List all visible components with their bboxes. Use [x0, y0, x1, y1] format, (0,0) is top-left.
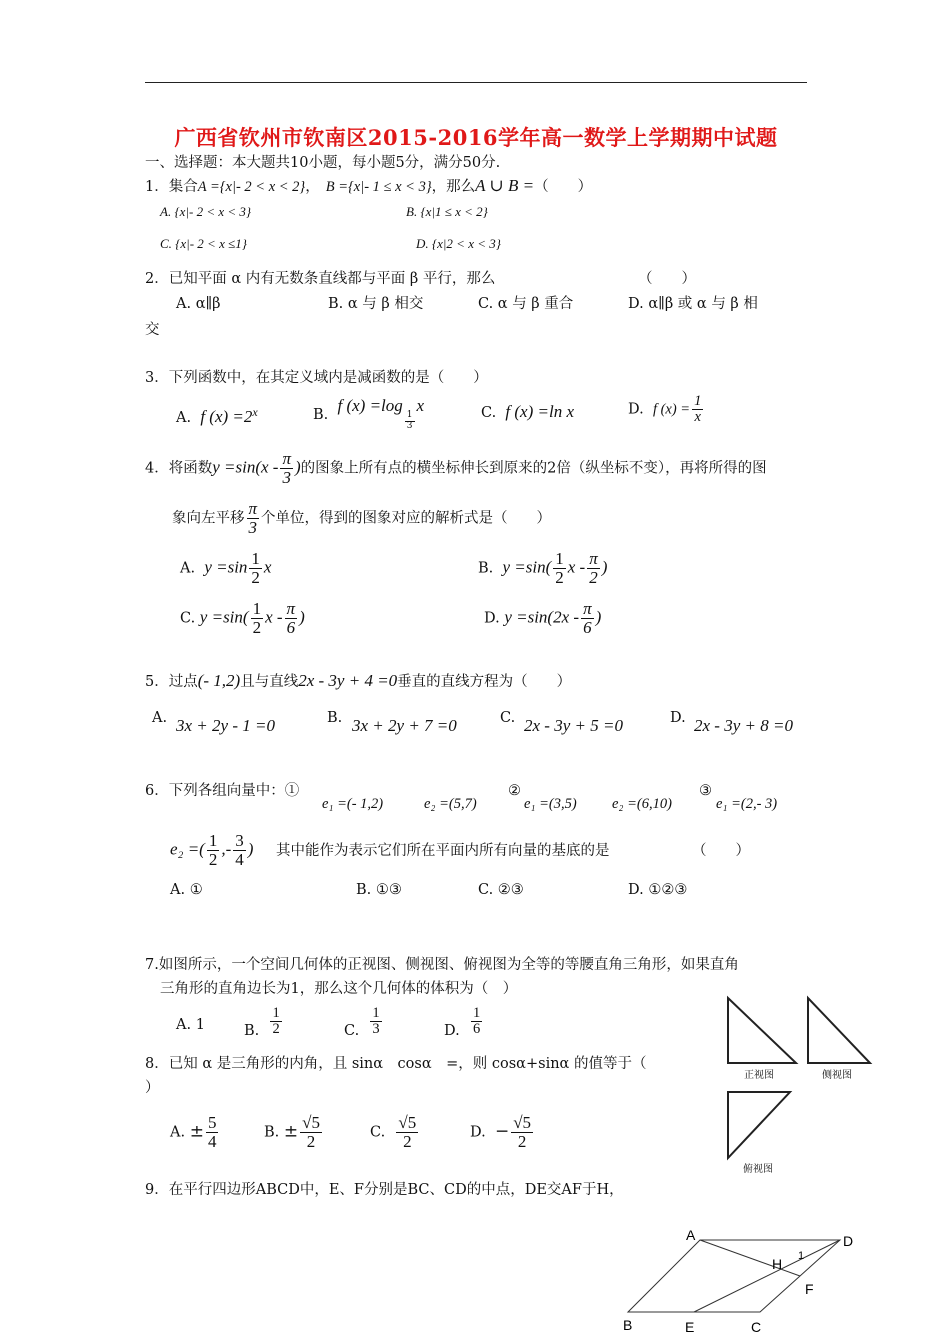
q5-option-d-label: D.: [670, 710, 686, 726]
q7-option-b: B. $\frac{1}{2}$: [244, 1005, 280, 1039]
front-view-caption: 正视图: [744, 1070, 774, 1081]
q1-option-b: B. {x|1 ≤ x < 2}: [406, 204, 488, 219]
q5-option-c-label: C.: [500, 710, 516, 726]
q2-option-a: A. α∥β: [176, 296, 221, 312]
side-view-triangle: [808, 998, 870, 1063]
q4-option-c: C. y =sin( $\frac{1}{2}$ x - $\frac{\pi}{6}$ ): [180, 599, 305, 637]
question-4-stem-cont: 象向左平移 $\frac{\pi}{3}$ 个单位，得到的图象对应的解析式是（ ）: [172, 499, 552, 537]
top-view-caption: 俯视图: [743, 1164, 773, 1175]
question-4-stem: 4．将函数y =sin(x - $\frac{\pi}{3}$ )的图象上所有点的横坐标伸长到原来的2倍（纵坐标不变），再将所得的图: [145, 449, 767, 487]
q6-option-c: C. ②③: [478, 882, 524, 898]
label-a: A: [686, 1227, 696, 1243]
parallelogram-figure: [615, 1222, 865, 1342]
q3-option-a: A. f $(x) =2^x$: [176, 405, 258, 426]
question-3-stem: 3．下列函数中，在其定义域内是减函数的是（ ）: [145, 370, 488, 386]
q2-option-c: C. α 与 β 重合: [478, 296, 574, 312]
page-title: 广西省钦州市钦南区2015-2016学年高一数学上学期期中试题: [174, 125, 778, 150]
label-b: B: [623, 1317, 633, 1333]
q4-option-a: A. y =sin $\frac{1}{2}$ x: [180, 549, 272, 587]
q4-option-d: D. y =sin(2x - $\frac{\pi}{6}$ ): [484, 599, 602, 637]
label-c: C: [751, 1319, 762, 1335]
question-8-stem-cont: ）: [145, 1080, 160, 1096]
q3-option-d: D. f (x) = $\frac{1}{x}$: [628, 393, 702, 426]
section-heading: 一、选择题：本大题共10小题，每小题5分，满分50分.: [145, 155, 501, 171]
q2-option-b: B. α 与 β 相交: [328, 296, 424, 312]
q6-marker-3: ③: [699, 783, 712, 799]
question-9-stem: 9．在平行四边形ABCD中，E、F分别是BC、CD的中点，DE交AF于H，: [145, 1182, 624, 1198]
question-5-stem: 5．过点(- 1,2)且与直线2x - 3y + 4 =0垂直的直线方程为（ ）: [145, 671, 572, 690]
label-d: D: [843, 1233, 854, 1249]
q2-option-d-wrap: 交: [145, 322, 160, 338]
q2-option-d: D. α∥β 或 α 与 β 相: [628, 296, 758, 312]
q6-vector-4: e₂ =(6,10): [612, 796, 672, 812]
q5-option-d: 2x - 3y + 8 =0: [694, 716, 793, 735]
q6-option-b: B. ①③: [356, 882, 402, 898]
q1-option-d: D. {x|2 < x < 3}: [416, 236, 501, 251]
q8-option-c: C. $\frac{√5}{2}$: [370, 1113, 417, 1151]
q8-option-a: A. ± $\frac{5}{4}$: [170, 1113, 217, 1151]
q8-option-b: B. ± $\frac{√5}{2}$: [264, 1113, 320, 1151]
q3-option-c: C. f (x) =ln x: [481, 402, 574, 421]
question-2-stem: 2．已知平面 α 内有无数条直线都与平面 β 平行，那么: [145, 271, 496, 287]
parallelogram-abcd: [628, 1240, 840, 1312]
q1-option-a: A. {x|- 2 < x < 3}: [160, 204, 252, 219]
segment-af: [700, 1240, 800, 1276]
q1-option-c: C. {x|- 2 < x ≤1}: [160, 236, 247, 251]
label-h: H: [772, 1256, 783, 1272]
q6-stem-cont: 其中能作为表示它们所在平面内所有向量的基底的是: [276, 843, 610, 859]
question-7-stem-cont: 三角形的直角边长为1，那么这个几何体的体积为（ ）: [160, 981, 518, 997]
top-view-triangle: [728, 1092, 790, 1158]
question-1-stem: 1．集合A ={x|- 2 < x < 2}， B ={x|- 1 ≤ x < 3}，那么A ∪ B =（ ）: [145, 176, 593, 195]
question-7-stem: 7.如图所示，一个空间几何体的正视图、侧视图、俯视图为全等的等腰直角三角形，如果直角: [145, 957, 739, 973]
label-e: E: [685, 1319, 695, 1335]
q7-option-c: C. $\frac{1}{3}$: [344, 1005, 380, 1039]
q5-option-a: 3x + 2y - 1 =0: [176, 716, 275, 735]
question-8-stem: 8．已知 α 是三角形的内角，且 sinα cosα =，则 cosα+sinα 的值等于（: [145, 1056, 647, 1072]
q6-answer-paren: （ ）: [692, 843, 750, 859]
q4-option-b: B. y =sin( $\frac{1}{2}$ x - $\frac{\pi}{2}$ ): [478, 549, 608, 587]
q3-option-b: B. f (x) =log $\frac{1}{3}$ x: [313, 396, 425, 431]
q6-vector-2: e₂ =(5,7): [424, 796, 477, 812]
label-f: F: [805, 1281, 814, 1297]
segment-de: [694, 1240, 840, 1312]
q6-vector-6: e₂ =( $\frac{1}{2}$ ,- $\frac{3}{4}$ ): [170, 831, 254, 869]
q7-option-d: D. $\frac{1}{6}$: [444, 1005, 481, 1039]
q5-option-b-label: B.: [327, 710, 343, 726]
q5-option-c: 2x - 3y + 5 =0: [524, 716, 623, 735]
header-rule: [145, 82, 807, 83]
q6-vector-5: e₁ =(2,- 3): [716, 796, 778, 812]
question-6-stem: 6．下列各组向量中：①: [145, 783, 300, 799]
q5-option-a-label: A.: [152, 710, 168, 726]
q6-option-a: A. ①: [170, 882, 203, 898]
front-view-triangle: [728, 998, 796, 1063]
q6-marker-2: ②: [508, 783, 521, 799]
q8-option-d: D. − $\frac{√5}{2}$: [470, 1113, 532, 1151]
q2-answer-paren: （ ）: [638, 271, 696, 287]
side-view-caption: 侧视图: [822, 1070, 852, 1081]
three-view-figure: [718, 990, 878, 1180]
q6-vector-1: e₁ =(- 1,2): [322, 796, 384, 812]
q6-option-d: D. ①②③: [628, 882, 688, 898]
q5-option-b: 3x + 2y + 7 =0: [352, 716, 457, 735]
q7-option-a: A. 1: [176, 1017, 205, 1033]
q6-vector-3: e₁ =(3,5): [524, 796, 577, 812]
label-angle-1: 1: [798, 1250, 805, 1262]
